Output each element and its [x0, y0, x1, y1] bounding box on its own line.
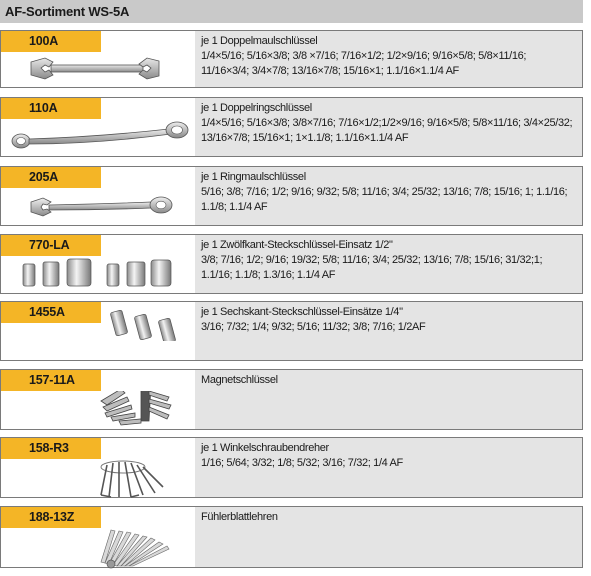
socket-set-icon: [1, 256, 195, 293]
product-title: je 1 Sechskant-Steckschlüssel-Einsätze 1/4": [201, 306, 403, 318]
product-title: je 1 Ringmaulschlüssel: [201, 171, 306, 183]
product-title: je 1 Winkelschraubendreher: [201, 442, 329, 454]
product-code: 770-LA: [1, 235, 101, 256]
product-row: [0, 30, 583, 88]
product-row: [0, 506, 583, 568]
product-code: 188-13Z: [1, 507, 101, 528]
product-title: Magnetschlüssel: [201, 374, 278, 386]
product-description: [195, 167, 582, 225]
product-code: 100A: [1, 31, 101, 52]
product-row: [0, 301, 583, 361]
hex-socket-icon: [1, 323, 195, 360]
product-description: [195, 438, 582, 497]
product-row: [0, 97, 583, 157]
product-description: [195, 31, 582, 87]
product-title: je 1 Doppelringschlüssel: [201, 102, 312, 114]
product-row: [0, 369, 583, 430]
product-sizes: 1/16; 5/64; 3/32; 1/8; 5/32; 3/16; 7/32; 1/4 AF: [201, 457, 403, 469]
product-code: 205A: [1, 167, 101, 188]
magnetic-wrench-set-icon: [1, 391, 195, 429]
product-sizes: 5/16; 3/8; 7/16; 1/2; 9/16; 9/32; 5/8; 11/16; 3/4; 25/32; 13/16; 7/8; 15/16; 1; 1.1/16; 1.1/8; 1.1/4 AF: [201, 186, 568, 213]
product-row: [0, 437, 583, 498]
section-header: [0, 0, 583, 23]
product-code: 157-11A: [1, 370, 101, 391]
section-title: AF-Sortiment WS-5A: [5, 4, 130, 19]
product-description: [195, 302, 582, 360]
product-description: [195, 235, 582, 293]
product-description: [195, 370, 582, 429]
product-code: 1455A: [1, 302, 101, 323]
product-row: [0, 234, 583, 294]
double-ring-wrench-icon: [1, 119, 195, 156]
product-code: 110A: [1, 98, 101, 119]
product-sizes: 1/4×5/16; 5/16×3/8; 3/8×7/16; 7/16×1/2;1/2×9/16; 9/16×5/8; 5/8×11/16; 3/4×25/32; 13/16×7/8; 15/16×1; 1×1.1/8; 1.1/16×1.1/4 AF: [201, 117, 573, 144]
product-sizes: 3/8; 7/16; 1/2; 9/16; 19/32; 5/8; 11/16; 3/4; 25/32; 13/16; 7/8; 15/16; 31/32;1; 1.1/16; 1.1/8; 1.3/16; 1.1/4 AF: [201, 254, 543, 281]
product-title: je 1 Zwölfkant-Steckschlüssel-Einsatz 1/2": [201, 239, 393, 251]
hex-key-set-icon: [1, 459, 195, 497]
feeler-gauge-icon: [1, 528, 195, 567]
product-sizes: 3/16; 7/32; 1/4; 9/32; 5/16; 11/32; 3/8; 7/16; 1/2AF: [201, 321, 426, 333]
combination-wrench-icon: [1, 188, 195, 225]
product-title: Fühlerblattlehren: [201, 511, 278, 523]
product-title: je 1 Doppelmaulschlüssel: [201, 35, 318, 47]
product-description: [195, 507, 582, 567]
product-code: 158-R3: [1, 438, 101, 459]
product-description: [195, 98, 582, 156]
product-sizes: 1/4×5/16; 5/16×3/8; 3/8 ×7/16; 7/16×1/2; 1/2×9/16; 9/16×5/8; 5/8×11/16; 11/16×3/4; 3/4×7/8; 13/16×7/8; 15/16×1; 1.1/16×1.1/4 AF: [201, 50, 527, 77]
double-open-end-wrench-icon: [1, 52, 195, 87]
product-row: [0, 166, 583, 226]
